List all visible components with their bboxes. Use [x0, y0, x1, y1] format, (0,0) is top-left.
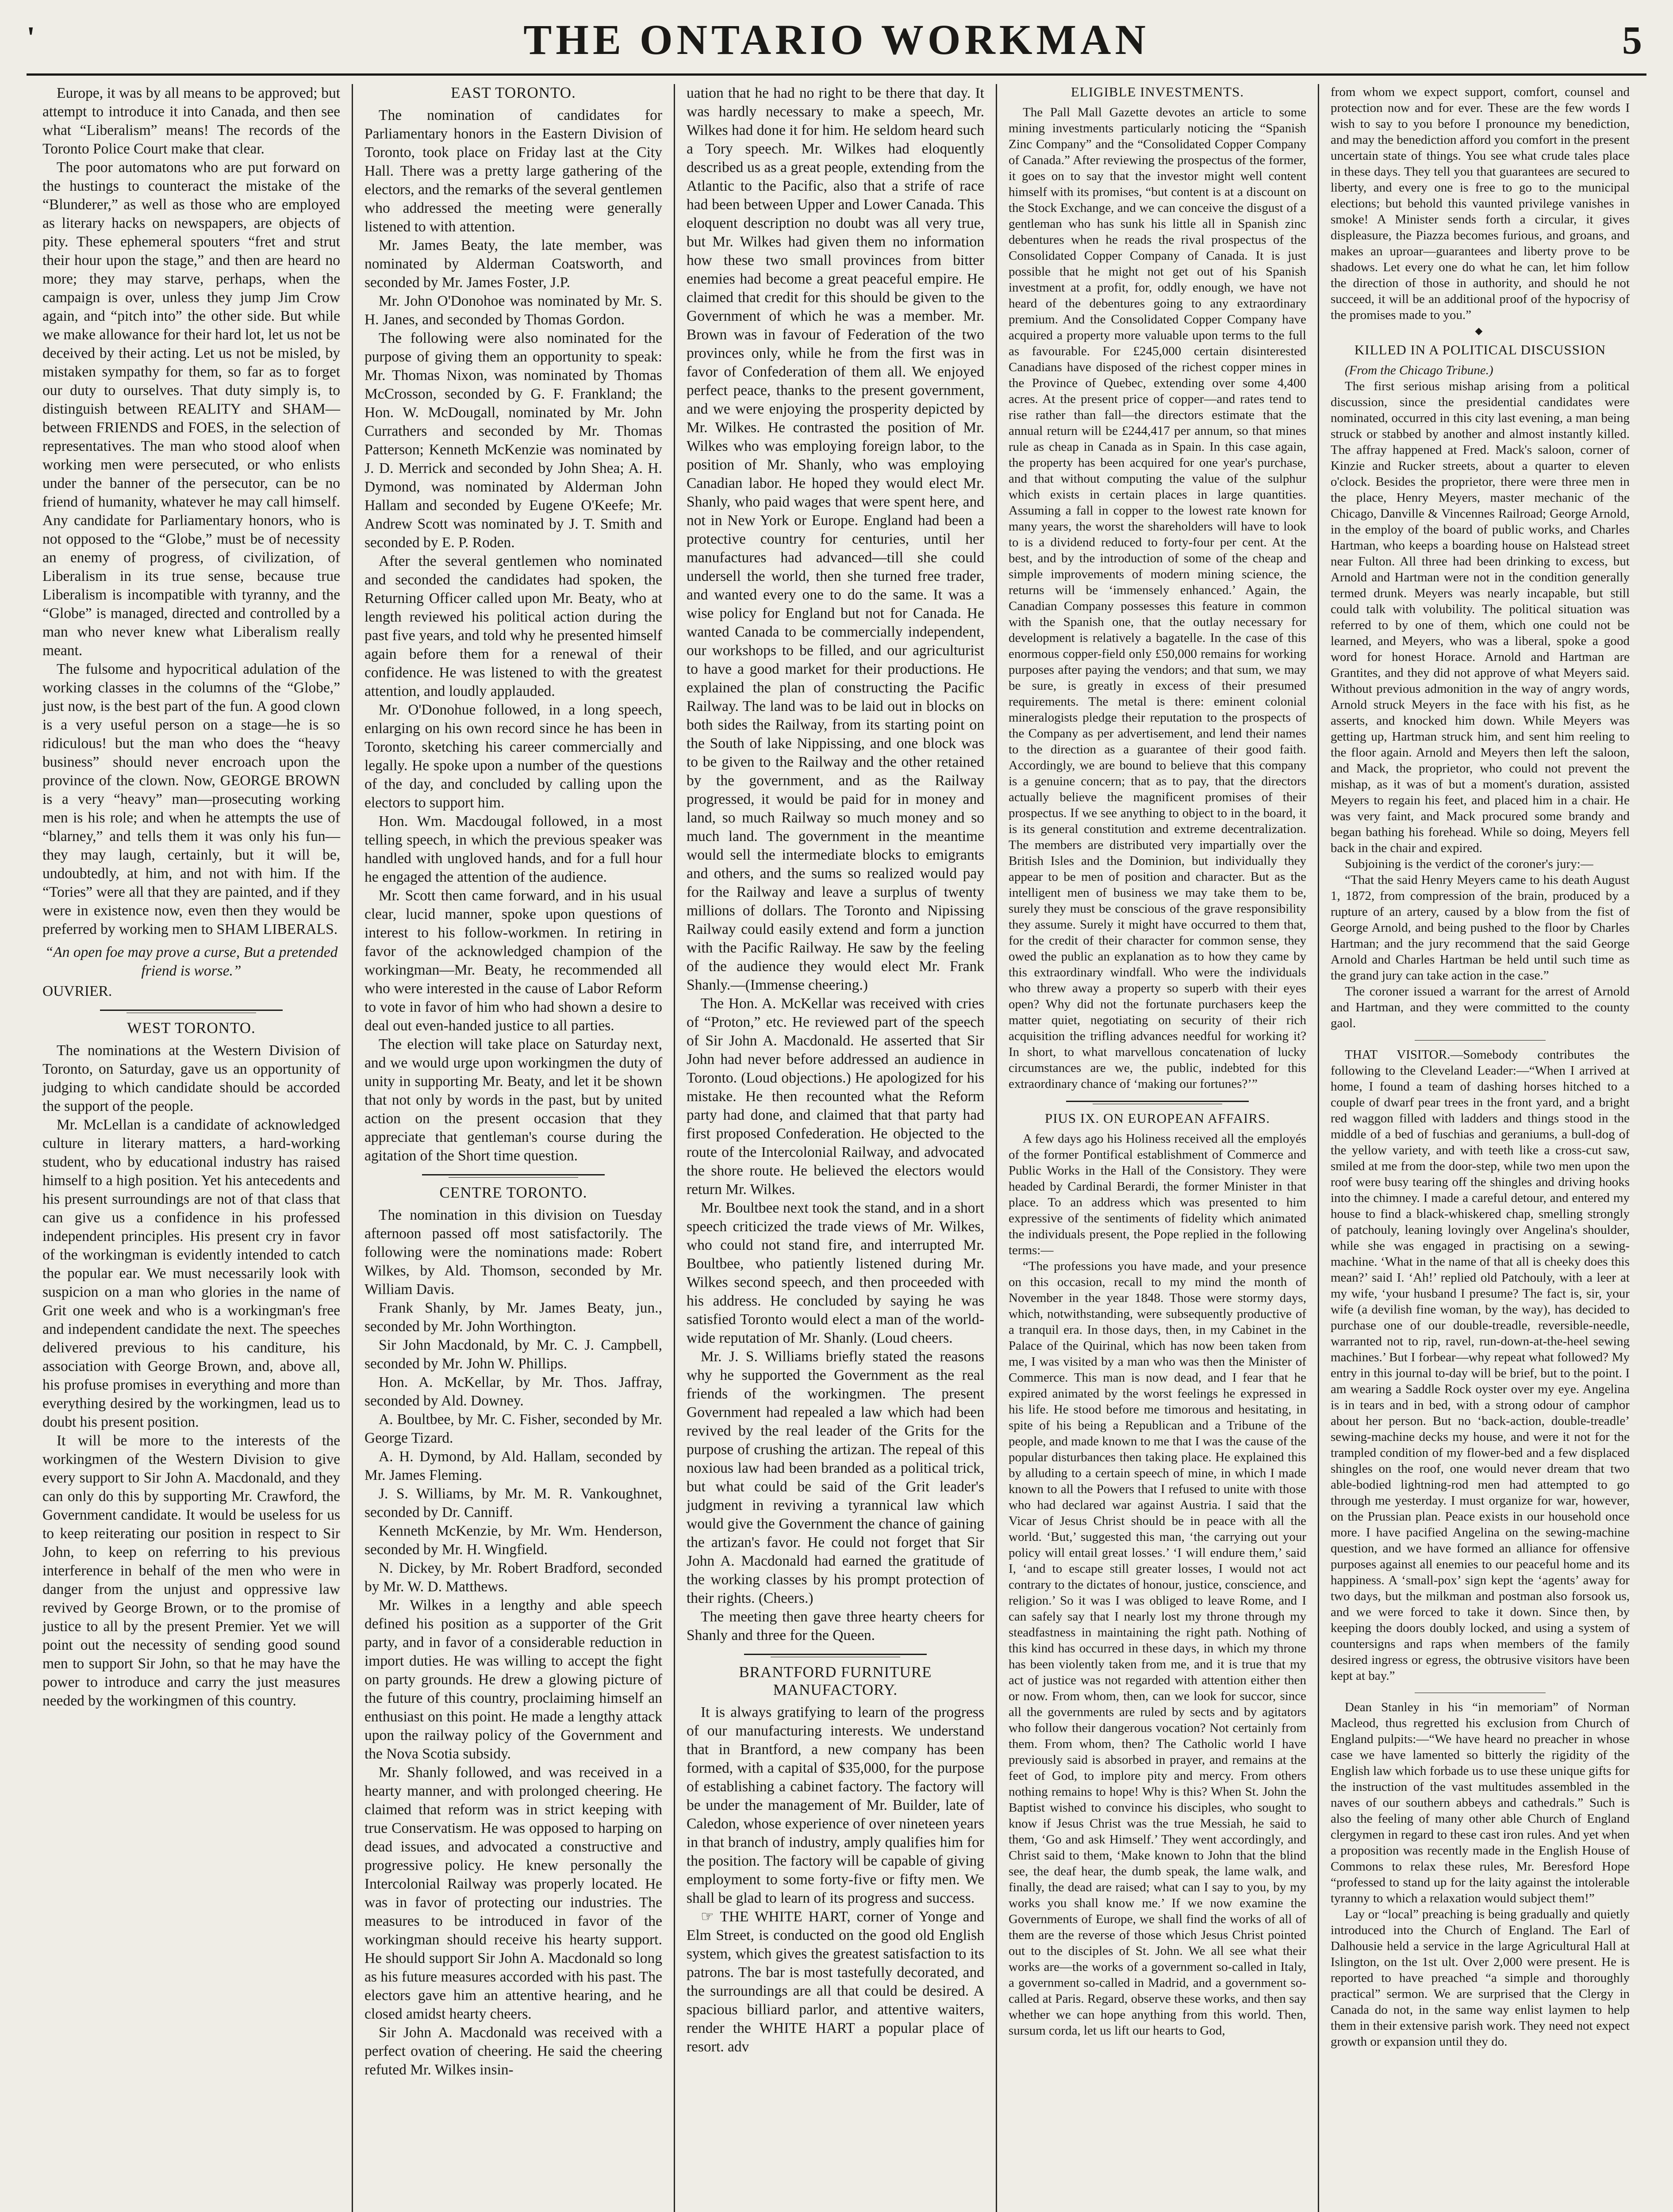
- headline-killed-political-discussion: KILLED IN A POLITICAL DISCUSSION: [1354, 342, 1606, 357]
- article-source: (From the Chicago Tribune.): [1345, 363, 1493, 377]
- paragraph: Dean Stanley in his “in memoriam” of Norman Macleod, thus regretted his exclusion from Church of England pulpits:—“We have heard no preacher in whose case we have lamented so bitterly the rigidity of the English law which forbade us to use these unique gifts for the instruction of the vast multitudes assembled in the naves of our southern abbeys and cathedrals.” Such is also the feeling of many other able Church of England clergymen in regard to these cast iron rules. And yet when a proposition was recently made in the English House of Commons to relax these rules, Mr. Beresford Hope “professed to stand up for the laity against the intolerable tyranny to which a relaxation would subject them!”: [1331, 1700, 1630, 1905]
- paragraph: N. Dickey, by Mr. Robert Bradford, seconded by Mr. W. D. Matthews.: [365, 1560, 662, 1595]
- paragraph: Mr. O'Donohue followed, in a long speech, enlarging on his own record since he has been in Toronto, sketching his career commercially and legally. He spoke upon a number of the questions of the day, and concluded by calling upon the electors to support him.: [365, 702, 662, 811]
- paragraph: The following were also nominated for the purpose of giving them an opportunity to speak: Mr. Thomas Nixon, was nominated by Thomas McCrosson, seconded by G. F. Frankland; the Hon. W. McDougall, nominated by Mr. John Currathers and seconded by Mr. Thomas Patterson; Kenneth McKenzie was nominated by J. D. Merrick and seconded by John Shea; A. H. Dymond, was nominated by Alderman John Hallam and seconded by Eugene O'Keefe; Mr. Andrew Scott was nominated by J. T. Smith and seconded by E. P. Roden.: [365, 330, 662, 551]
- paragraph: After the several gentlemen who nominated and seconded the candidates had spoken, the Returning Officer called upon Mr. Beaty, who at length reviewed his political action during the past five years, and told why he presented himself again before them for a renewal of their confidence. He was listened to with the greatest attention, and loudly applauded.: [365, 553, 662, 699]
- paragraph: Mr. J. S. Williams briefly stated the reasons why he supported the Government as the real friends of the workingmen. The present Government had repealed a law which had been revived by the real leader of the Grits for the purpose of crushing the artizan. The repeal of this noxious law had been branded as a political trick, but what could be said of the Grit leader's judgment in reviving a tyrannical law which would give the Government the chance of gaining the artizan's favor. He could not forget that Sir John A. Macdonald had earned the gratitude of the working classes by his prompt protection of their rights. (Cheers.): [687, 1348, 984, 1606]
- paragraph: The Pall Mall Gazette devotes an article to some mining investments particularly noticing the “Spanish Zinc Company” and the “Consolidated Copper Company of Canada.” After reviewing the prospectus of the former, it goes on to say that the investor might well content himself with its promises, “but content is at a discount on the Stock Exchange, and we can conceive the disgust of a gentleman who has sunk his little all in Spanish zinc debentures when he reads the rival prospectus of the Consolidated Copper Company of Canada. It is just possible that he might not get out of his Spanish investment at a profit, for, oddly enough, we have not heard of the debentures going to any extraordinary premium. And the Consolidated Copper Company have acquired a property more valuable upon terms to the full as favourable. For £245,000 certain disinterested Canadians have disposed of the richest copper mines in the Province of Quebec, extending over some 4,400 acres. At the present price of copper—and rates tend to rise rather than fall—the directors estimate that the annual return will be £244,417 per annum, so that mines rule as cheap in Canada as in Spain. In this case again, the property has been acquired for one year's purchase, and that without computing the value of the sulphur which exists in certain places in large quantities. Assuming a fall in copper to the lowest rate known for many years, the worst the shareholders will have to look to is a dividend reduced to forty-four per cent. At the best, and by the introduction of some of the cheap and simple improvements of modern mining science, the returns will be ‘immensely enhanced.’ Again, the Canadian Company possesses this feature in common with the Spanish one, that the outlay necessary for development is relatively a bagatelle. In the case of this enormous copper-field only £50,000 remains for working purposes after paying the vendors; and that sum, we may be sure, is greatly in excess of their presumed requirements. The metal is there: eminent colonial mineralogists pledge their reputation to the prospects of the Company as per advertisement, and lend their names to the direction as a guarantee of their good faith. Accordingly, we are bound to believe that this company is a genuine concern; that as to pay, that the directors actually believe the magnificent promises of their prospectus. If we see anything to object to in the board, it is its general constitution and extreme decentralization. The members are distributed very impartially over the British Isles and the Dominion, but individually they appear to be men of position and character. But as the intelligent men of business we may take them to be, surely they must be conscious of the grave responsibility they assume. Surely it might have occurred to them that, for the credit of their character for common sense, they owed the public an explanation as to how they came by this extraordinary windfall. Who were the individuals who threw away a property so superb with their eyes open? Why did not the fortunate purchasers keep the matter quiet, negotiating on security of their rich acquisition the trifling advances needful for working it? In short, to what marvellous concatenation of lucky circumstances are we, the public, indebted for this extraordinary chance of ‘making our fortunes?’”: [1009, 105, 1306, 1091]
- paragraph: Mr. McLellan is a candidate of acknowledged culture in literary matters, a hard-working student, who by educational industry has raised himself to a high position. Yet his antecedents and his present surroundings are not of that class that can give us a confidence in his professed independent principles. His present cry in favor of the workingman is evidently intended to catch the popular ear. We must necessarily look with suspicion on a man who glories in the name of Grit one week and who is a workingman's free and independent candidate the next. The speeches delivered previous to his canditure, his association with George Brown, and, above all, his profuse promises in everything and more than everything desired by the workingmen, lead us to doubt his present position.: [42, 1117, 340, 1430]
- section-divider: [687, 1654, 984, 1657]
- masthead-mark: ': [27, 21, 35, 55]
- paragraph: Sir John A. Macdonald was received with a perfect ovation of cheering. He said the cheering refuted Mr. Wilkes insin-: [365, 2024, 662, 2078]
- paragraph: It is always gratifying to learn of the progress of our manufacturing interests. We understand that in Brantford, a new company has been formed, with a capital of $35,000, for the purpose of establishing a cabinet factory. The factory will be under the management of Mr. Builder, late of Caledon, whose experience of over nineteen years in that branch of industry, amply qualifies him for the position. The factory will be capable of giving employment to some forty-five or fifty men. We shall be glad to learn of its progress and success.: [687, 1704, 984, 1906]
- paragraph: Hon. Wm. Macdougal followed, in a most telling speech, in which the previous speaker was handled with ungloved hands, and for a full hour he engaged the attention of the audience.: [365, 813, 662, 885]
- paragraph: The first serious mishap arising from a political discussion, since the presidential candidates were nominated, occurred in this city last evening, a man being struck or stabbed by another and almost instantly killed. The affray happened at Fred. Mack's saloon, corner of Kinzie and Rucker streets, about a quarter to eleven o'clock. Besides the proprietor, there were three men in the place, Henry Meyers, master mechanic of the Chicago, Danville & Vincennes Railroad; George Arnold, in the employ of the board of public works, and Charles Hartman, who keeps a boarding house on Halstead street near Fulton. All three had been drinking to excess, but Arnold and Hartman were not in the condition generally termed drunk. Meyers was nearly incapable, but still could talk with volubility. The political situation was referred to by one of them, which one could not be learned, and Meyers, who was a liberal, spoke a good word for honest Horace. Arnold and Hartman are Grantites, and they did not approve of what Meyers said. Without previous admonition in the way of angry words, Arnold struck Meyers in the face with his fist, as he asserts, and knocked him down. While Meyers was getting up, Hartman struck him, and sent him reeling to the floor again. Arnold and Meyers then left the saloon, and Mack, the proprietor, who could not prevent the mishap, as it was of but a moment's duration, assisted Meyers to regain his feet, and placed him in a chair. He was very faint, and Mack procured some brandy and began bathing his forehead. While so doing, Meyers fell back in the chair and expired.: [1331, 379, 1630, 855]
- column-5: [1319, 84, 1641, 2212]
- paragraph: Sir John Macdonald, by Mr. C. J. Campbell, seconded by Mr. John W. Phillips.: [365, 1337, 662, 1372]
- paragraph: J. S. Williams, by Mr. M. R. Vankoughnet, seconded by Dr. Canniff.: [365, 1486, 662, 1521]
- author-signature: OUVRIER.: [42, 983, 112, 999]
- verse-quote: “An open foe may prove a curse, But a pretended friend is worse.”: [45, 944, 338, 979]
- paragraph: “That the said Henry Meyers came to his death August 1, 1872, from compression of the brain, produced by a rupture of an artery, caused by a blow from the fist of George Arnold, and being pushed to the floor by Charles Hartman; and the jury recommend that the said George Arnold and Charles Hartman be held until such time as the grand jury can take action in the case.”: [1331, 873, 1630, 983]
- column-4: [997, 84, 1319, 2212]
- paragraph: The poor automatons who are put forward on the hustings to counteract the mistake of the “Blunderer,” as well as those who are employed as literary hacks on newspapers, are objects of pity. These ephemeral spouters “fret and strut their hour upon the stage,” and then are heard no more; they may starve, perhaps, when the campaign is over, unless they jump Jim Crow again, and “pitch into” the other side. But while we make allowance for their hard lot, let us not be deceived by their acting. Let us not be misled, by mistaken sympathy for them, so far as to forget our duty to ourselves. That duty simply is, to distinguish between REALITY and SHAM—between FRIENDS and FOES, in the selection of representatives. The man who stood aloof when working men were persecuted, or who enlists under the banner of the persecutor, can be no friend of humanity, whatever he may call himself. Any candidate for Parliamentary honors, who is not opposed to the “Globe,” must be of necessity an enemy of progress, of civilization, of Liberalism in its true sense, because true Liberalism is incompatible with tyranny, and the “Globe” is managed, directed and controlled by a man who never knew what Liberalism really meant.: [42, 159, 340, 659]
- paragraph: Mr. James Beaty, the late member, was nominated by Alderman Coatsworth, and seconded by Mr. James Foster, J.P.: [365, 237, 662, 291]
- paragraph: A. H. Dymond, by Ald. Hallam, seconded by Mr. James Fleming.: [365, 1448, 662, 1483]
- paragraph: The coroner issued a warrant for the arrest of Arnold and Hartman, and they were committed to the county gaol.: [1331, 984, 1630, 1030]
- headline-centre-toronto: CENTRE TORONTO.: [439, 1184, 587, 1201]
- section-divider: [1009, 1101, 1306, 1104]
- headline-pius-ix: PIUS IX. ON EUROPEAN AFFAIRS.: [1044, 1110, 1270, 1126]
- paragraph: Mr. John O'Donohoe was nominated by Mr. S. H. Janes, and seconded by Thomas Gordon.: [365, 293, 662, 328]
- paragraph: It will be more to the interests of the workingmen of the Western Division to give every support to Sir John A. Macdonald, and they can only do this by supporting Mr. Crawford, the Government candidate. It would be useless for us to keep reiterating our position in respect to Sir John, to keep on referring to his previous interference in behalf of the men who were in danger from the unjust and oppressive law revived by George Brown, or to the promise of justice to all by the present Premier. Yet we will point out the necessity of sending good sound men to support Sir John, so that he may have the power to introduce and carry the just measures needed by the workingmen of this country.: [42, 1432, 340, 1709]
- paragraph: Lay or “local” preaching is being gradually and quietly introduced into the Church of England. The Earl of Dalhousie held a service in the large Agricultural Hall at Islington, on the 1st ult. Over 2,000 were present. He is reported to have preached “a simple and thoroughly practical” sermon. We are surprised that the Clergy in Canada do not, in the same way enlist laymen to help them in their extensive parish work. They need not expect growth or expansion until they do.: [1331, 1907, 1630, 2049]
- paragraph: Mr. Scott then came forward, and in his usual clear, lucid manner, spoke upon questions of interest to his follow-workmen. In retiring in favor of the acknowledged champion of the workingman—Mr. Beaty, he recommended all who were interested in the cause of Labor Reform to vote in favor of him who had shown a desire to deal out even-handed justice to all parties.: [365, 887, 662, 1034]
- headline-east-toronto: EAST TORONTO.: [451, 84, 576, 101]
- headline-brantford-furniture: BRANTFORD FURNITURE MANUFACTORY.: [739, 1663, 932, 1698]
- paragraph: Hon. A. McKellar, by Mr. Thos. Jaffray, seconded by Ald. Downey.: [365, 1374, 662, 1409]
- paragraph-that-visitor: THAT VISITOR.—Somebody contributes the following to the Cleveland Leader:—“When I arrived at home, I found a team of dashing horses hitched to a couple of dwarf pear trees in the front yard, and a bright red waggon filled with ladders and things stood in the middle of a bed of fuschias and geraniums, a bull-dog of the yellow variety, and with teeth like a cross-cut saw, smiled at me from the door-step, while two men upon the roof were busy tearing off the shingles and driving hooks into the chimney. I made a careful detour, and entered my house to find a black-whiskered chap, smelling strongly of patchouly, leaning lovingly over Angelina's shoulder, while she was engaged in practising on a sewing-machine. ‘What in the name of that all is cheeky does this mean?’ said I. ‘Ah!’ replied old Patchouly, with a leer at my wife, ‘your husband I presume? The fact is, sir, your wife (a devilish fine woman, by the way), has decided to purchase one of our double-treadle, reversible-needle, warranted not to rip, ravel, run-down-at-the-heel sewing machines.’ But I forbear—why repeat what followed? My entry in this journal to-day will be brief, but to the point. I am wearing a Saddle Rock oyster over my eye. Angelina is in tears and in bed, with a strong odour of camphor about her person. But no ‘back-action, double-treadle’ sewing-machine decks my house, and were it not for the trampled condition of my flower-bed and a few displaced shingles on the roof, one would never dream that two able-bodied lightning-rod men had attempted to go through me yesterday. I must organize for war, however, on the Prussian plan. Peace exists in our household once more. I have pacified Angelina on the sewing-machine question, and we have formed an alliance for offensive purposes against all enemies to our peaceful home and its happiness. A ‘small-pox’ sign kept the ‘agents’ away for two days, but the milkman and postman also forsook us, and we were forced to take it down. Since then, by keeping the doors doubly locked, and using a system of countersigns and raps when members of the family desired ingress or egress, the obtrusive visitors have been kept at bay.”: [1331, 1048, 1630, 1683]
- headline-west-toronto: WEST TORONTO.: [127, 1019, 256, 1037]
- advertisement-white-hart: ☞ THE WHITE HART, corner of Yonge and Elm Street, is conducted on the good old English system, which gives the greatest satisfaction to its patrons. The bar is most tastefully decorated, and the surroundings are all that could be desired. A spacious billiard parlor, and attentive waiters, render the WHITE HART a popular place of resort. adv: [687, 1909, 984, 2055]
- paragraph: Subjoining is the verdict of the coroner's jury:—: [1345, 857, 1593, 871]
- paragraph: Mr. Wilkes in a lengthy and able speech defined his position as a supporter of the Grit party, and in favor of a considerable reduction in import duties. He was willing to accept the fight on party grounds. He drew a glowing picture of the future of this country, proclaiming himself an enthusiast on this point. He made a lengthy attack upon the railway policy of the Government and the Nova Scotia subsidy.: [365, 1597, 662, 1762]
- article-columns: [31, 84, 1641, 2212]
- headline-eligible-investments: ELIGIBLE INVESTMENTS.: [1071, 84, 1244, 100]
- paragraph: The nominations at the Western Division of Toronto, on Saturday, gave us an opportunity of judging to which candidate should be accorded the support of the people.: [42, 1042, 340, 1114]
- column-1: [31, 84, 353, 2212]
- paragraph: Frank Shanly, by Mr. James Beaty, jun., seconded by Mr. John Worthington.: [365, 1300, 662, 1335]
- page-number: 5: [1622, 19, 1642, 62]
- masthead: [27, 12, 1646, 76]
- paragraph: Mr. Boultbee next took the stand, and in a short speech criticized the trade views of Mr. Wilkes, who could not stand fire, and interrupted Mr. Boultbee, who patiently listened during Mr. Wilkes second speech, and then proceeded with his address. He concluded by saying he was satisfied Toronto would elect a man of the world-wide reputation of Mr. Shanly. (Loud cheers.: [687, 1200, 984, 1346]
- paragraph: The nomination in this division on Tuesday afternoon passed off most satisfactorily. The following were the nominations made: Robert Wilkes, by Ald. Thomson, seconded by Mr. William Davis.: [365, 1207, 662, 1298]
- paragraph: “The professions you have made, and your presence on this occasion, recall to my mind the month of November in the year 1848. Those were stormy days, which, notwithstanding, were subsequently productive of a tranquil era. In those days, then, in my Cabinet in the Palace of the Quirinal, which has now been taken from me, I was visited by a man who was then the Minister of Commerce. This man is now dead, and I fear that he expired animated by the worst feelings he expressed in his life. He stood before me timorous and hesitating, in spite of his being a Republican and a Tribune of the people, and made known to me that I was the cause of the popular disturbances then taking place. He explained this by alluding to a certain speech of mine, in which I made known to all the Powers that I refused to unite with those who had declared war against Austria. I said that the Vicar of Jesus Christ should be in peace with all the world. ‘But,’ suggested this man, ‘the carrying out your policy will entail great losses.’ ‘I will endure them,’ said I, ‘and to escape still greater losses, I would not act contrary to the dictates of honour, justice, conscience, and religion.’ So it was I was obliged to leave Rome, and I can safely say that I nearly lost my throne through my steadfastness in maintaining the right path. Nothing of this kind has occurred in these days, in which my throne has been violently taken from me, and it is true that my act of justice was not regarded with attention either then or now. From whom, then, can we look for succor, since all the governments are ruled by sects and by agitators who follow their dangerous vocation? Not certainly from them. From whom, then? The Catholic world I have previously said is absorbed in prayer, and remains at the feet of God, to implore pity and mercy. From others nothing remains to hope! Why is this? When St. John the Baptist wished to convince his disciples, who sought to know if Jesus Christ was the true Messiah, he said to them, ‘Go and ask Himself.’ They went accordingly, and Christ said to them, ‘Make known to John that the blind see, the deaf hear, the dumb speak, the lame walk, and finally, the dead are raised; what can I say to you, by my works you shall know me.’ If we now examine the Governments of Europe, we shall find the works of all of them are the reverse of those which Jesus Christ pointed out to the disciples of St. John. We all see what their works are—the works of a government so-called in Italy, a government so-called in Madrid, and a government so-called at Paris. Regard, observe these works, and then say whether we can hope anything from this world. Then, sursum corda, let us lift our hearts to God,: [1009, 1259, 1306, 2038]
- paragraph: Kenneth McKenzie, by Mr. Wm. Henderson, seconded by Mr. H. Wingfield.: [365, 1523, 662, 1558]
- paragraph: uation that he had no right to be there that day. It was hardly necessary to make a speech, Mr. Wilkes had done it for him. He seldom heard such a Tory speech. Mr. Wilkes had eloquently described us as a great people, extending from the Atlantic to the Pacific, also that a strife of race had been between Upper and Lower Canada. This eloquent description no doubt was all very true, but Mr. Wilkes had given them no information how these two small provinces from bitter enemies had become a great peaceful empire. He claimed that credit for this should be given to the Government of which he was a member. Mr. Brown was in favour of Federation of the two provinces only, while he from the first was in favor of Confederation of them all. We enjoyed perfect peace, thanks to the present government, and we were enjoying the prosperity depicted by Mr. Wilkes. He contrasted the position of Mr. Wilkes who was employing foreign labor, to the position of Mr. Shanly, who was employing Canadian labor. He hoped they would elect Mr. Shanly, who paid wages that were spent here, and not in New York or Europe. England had been a protective country for centuries, until her manufactures had advanced—till she could undersell the world, then she turned free trader, and wanted every one to do the same. It was a wise policy for England but not for Canada. He wanted Canada to be commercially independent, our workshops to be filled, and our agriculturist to have a good market for their productions. He explained the plan of constructing the Pacific Railway. The land was to be laid out in blocks on both sides the Railway, from its starting point on the South of lake Nippissing, and one block was to be given to the Railway and the other retained by the government, and as the Railway progressed, it would be paid for in money and land, so much Railway so much money and so much land. The government in the meantime would sell the intermediate blocks to emigrants and others, and the sums so realized would pay for the Railway and leave a surplus of twenty millions of dollars. The Toronto and Nipissing Railway could easily extend and form a junction with the Pacific Railway. He saw by the feeling of the audience they would elect Mr. Frank Shanly.—(Immense cheering.): [687, 85, 984, 993]
- paragraph: A. Boultbee, by Mr. C. Fisher, seconded by Mr. George Tizard.: [365, 1411, 662, 1446]
- column-2: [353, 84, 675, 2212]
- column-3: [675, 84, 997, 2212]
- paragraph: The election will take place on Saturday next, and we would urge upon workingmen the duty of unity in supporting Mr. Beaty, and let it be shown that not only by words in the past, but by united action on the present occasion that they appreciate that gentleman's course during the agitation of the Short time question.: [365, 1036, 662, 1164]
- paragraph: from whom we expect support, comfort, counsel and protection now and for ever. These are the few words I wish to say to you before I pronounce my benediction, and may the benediction afford you comfort in the present uncertain state of things. You see what crude tales place in these days. They tell you that guarantees are secured to liberty, and every one is free to go to the municipal elections; but behold this vaunted privilege vanishes in smoke! A Minister sends forth a circular, it gives displeasure, the Piazza becomes furious, and groans, and makes an uproar—guarantees and liberty prove to be shadows. Let every one do what he can, let him follow the direction of those in authority, and should he not succeed, it will be an additional proof of the hypocrisy of the promises made to you.”: [1331, 85, 1630, 322]
- paragraph: Mr. Shanly followed, and was received in a hearty manner, and with prolonged cheering. He claimed that reform was in strict keeping with true Conservatism. He was opposed to harping on dead issues, and advocated a constructive and progressive policy. He knew personally the Intercolonial Railway was properly located. He was in favor of protecting our industries. The measures to be introduced in favor of the workingman should receive his hearty support. He should support Sir John A. Macdonald so long as his future measures accorded with his past. The electors gave him an attentive hearing, and he closed amidst hearty cheers.: [365, 1764, 662, 2022]
- ornament-divider: ◆: [1475, 326, 1485, 337]
- paragraph: The nomination of candidates for Parliamentary honors in the Eastern Division of Toronto, took place on Friday last at the City Hall. There was a pretty large gathering of the electors, and the remarks of the several gentlemen who addressed the meeting were generally listened to with attention.: [365, 107, 662, 235]
- section-divider: [365, 1174, 662, 1178]
- section-divider: [42, 1010, 340, 1013]
- paragraph: Europe, it was by all means to be approved; but attempt to introduce it into Canada, and then see what “Liberalism” means! The records of the Toronto Police Court make that clear.: [42, 85, 340, 157]
- newspaper-title: THE ONTARIO WORKMAN: [523, 16, 1150, 63]
- paragraph: The Hon. A. McKellar was received with cries of “Proton,” etc. He reviewed part of the speech of Sir John A. Macdonald. He asserted that Sir John had never before addressed an audience in Toronto. (Loud objections.) He apologized for his mistake. He then recounted what the Reform party had done, and claimed that that party had first proposed Confederation. He objected to the route of the Intercolonial Railway, and advocated the shore route. He believed the electors would return Mr. Wilkes.: [687, 995, 984, 1198]
- paragraph: A few days ago his Holiness received all the employés of the former Pontifical establishment of Commerce and Public Works in the Hall of the Consistory. They were headed by Cardinal Berardi, the former Minister in that place. To an address which was presented to him expressive of the sentiments of fidelity which animated the individuals present, the Pope replied in the following terms:—: [1009, 1132, 1306, 1257]
- paragraph: The fulsome and hypocritical adulation of the working classes in the columns of the “Globe,” just now, is the best part of the fun. A good clown is a very useful person on a stage—he is so ridiculous! but the man who does the “heavy business” should never encroach upon the province of the clown. Now, GEORGE BROWN is a very “heavy” man—prosecuting working men is his role; and when he attempts the use of “blarney,” and tells them it was only his fun—they may laugh, certainly, but it will be, undoubtedly, at him, and not with him. If the “Tories” were all that they are painted, and if they were in existence now, even then they would be preferred by working men to SHAM LIBERALS.: [42, 661, 340, 937]
- section-divider: [1331, 1040, 1630, 1041]
- paragraph: The meeting then gave three hearty cheers for Shanly and three for the Queen.: [687, 1609, 984, 1644]
